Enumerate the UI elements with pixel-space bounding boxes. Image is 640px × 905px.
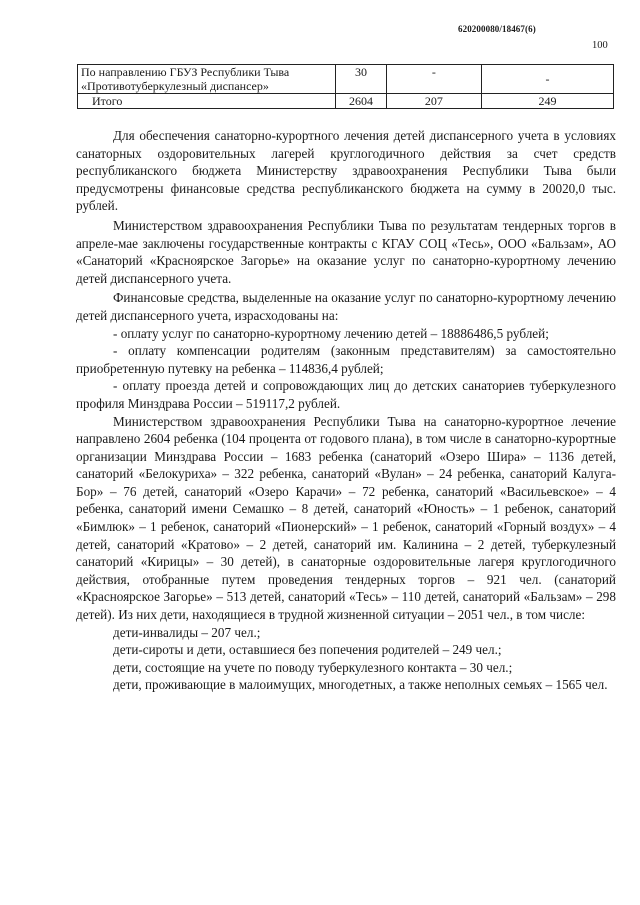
- table-cell-value: 249: [481, 94, 613, 109]
- page-number: 100: [592, 40, 608, 51]
- paragraph: Финансовые средства, выделенные на оказание услуг по санаторно-курортному лечению детей диспансерного учета, израсходованы на:: [76, 290, 616, 323]
- paragraph: Министерством здравоохранения Республики Тыва на санаторно-курортное лечение направлено 2604 ребенка (104 процента от годового плана), в том числе в санаторно-курортные организации Минздрава России – 1683 ребенка (санаторий «Озеро Шира» – 1136 детей, санаторий «Белокуриха» – 322 ребенка, санаторий «Вулан» – 24 ребенка, санаторий Калуга-Бор» – 76 детей, санаторий «Озеро Карачи» – 72 ребенка, санаторий «Васильевское» – 4 ребенка, санаторий имени Семашко – 8 детей, санаторий «Юность» – 1 ребенок, санаторий «Бимлюк» – 1 ребенок, санаторий «Пионерский» – 1 ребенок, санаторий «Горный воздух» – 4 детей, санаторий «Кратово» – 2 детей, санаторий им. Калинина – 2 детей, туберкулезный санаторий «Кирицы» – 30 детей), в санаторные оздоровительные лагеря круглогодичного действия, отобранные путем проведения тендерных торгов – 921 чел. (санаторий «Красноярское Загорье» – 513 детей, санаторий «Тесь» – 110 детей, санаторий «Бальзам» – 298 детей). Из них дети, находящиеся в трудной жизненной ситуации – 2051 чел., в том числе:: [76, 413, 616, 623]
- table-cell-value: 2604: [336, 94, 387, 109]
- paragraph: - оплату услуг по санаторно-курортному лечению детей – 18886486,5 рублей;: [113, 325, 549, 341]
- table-row: [78, 94, 614, 109]
- table-cell-value: -: [481, 65, 613, 94]
- table-cell-value: -: [386, 65, 481, 94]
- table-cell-value: 207: [386, 94, 481, 109]
- table-cell-name: Итого: [78, 94, 336, 109]
- paragraph: дети, проживающие в малоимущих, многодетных, а также неполных семьях – 1565 чел.: [113, 677, 608, 693]
- document-body: [76, 127, 616, 694]
- table-row: [78, 65, 614, 94]
- document-id: 620200080/18467(6): [458, 24, 536, 34]
- statistics-table: [77, 64, 614, 109]
- paragraph: дети-сироты и дети, оставшиеся без попечения родителей – 249 чел.;: [113, 642, 502, 658]
- paragraph: дети-инвалиды – 207 чел.;: [113, 624, 261, 640]
- paragraph: дети, состоящие на учете по поводу туберкулезного контакта – 30 чел.;: [113, 659, 513, 675]
- paragraph: - оплату компенсации родителям (законным представителям) за самостоятельно приобретенную путевку на ребенка – 114836,4 рублей;: [76, 343, 616, 376]
- paragraph: - оплату проезда детей и сопровождающих лиц до детских санаториев туберкулезного профиля Минздрава России – 519117,2 рублей.: [76, 378, 616, 411]
- table-cell-value: 30: [336, 65, 387, 94]
- paragraph: Для обеспечения санаторно-курортного лечения детей диспансерного учета в условиях санаторных оздоровительных лагерей круглогодичного действия за счет средств республиканского бюджета Министерству здравоохранения Республики Тыва были предусмотрены финансовые средства республиканского бюджета на сумму в 20020,0 тыс. рублей.: [76, 128, 616, 214]
- table-cell-name: По направлению ГБУЗ Республики Тыва «Противотуберкулезный диспансер»: [78, 65, 336, 94]
- paragraph: Министерством здравоохранения Республики Тыва по результатам тендерных торгов в апреле-мае заключены государственные контракты с КГАУ СОЦ «Тесь», ООО «Бальзам», АО «Санаторий «Красноярское Загорье» на оказание услуг по санаторно-курортному лечению детей диспансерного учета.: [76, 217, 616, 286]
